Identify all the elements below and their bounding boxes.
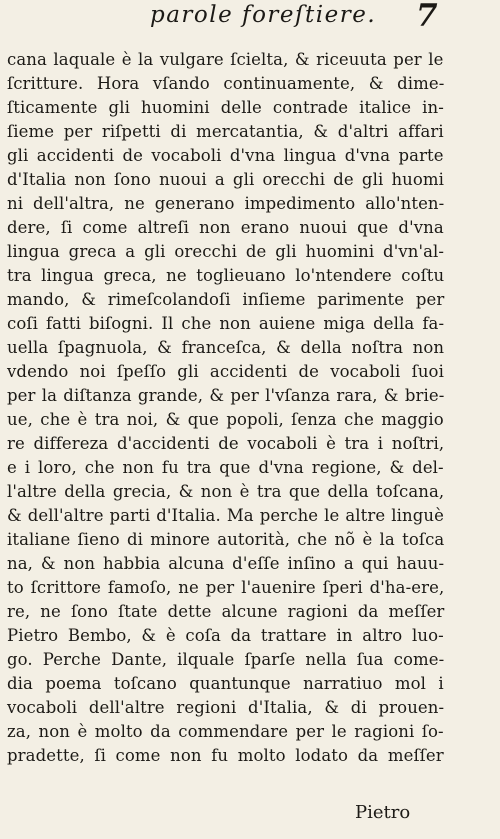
- text-line-10: tra lingua greca, ne toglieuano lo'ntendere coſtu: [7, 266, 445, 285]
- text-line-19: l'altre della grecia, & non è tra que della toſcana,: [7, 482, 445, 501]
- text-line-7: ni dell'altra, ne generano impedimento allo'nten-: [7, 194, 445, 213]
- text-line-24: re, ne ſono ſtate dette alcune ragioni da meſſer: [7, 602, 445, 621]
- text-line-27: dia poema toſcano quantunque narratiuo mol i: [7, 674, 444, 693]
- text-line-14: vdendo noi ſpeſſo gli accidenti de vocaboli ſuoi: [7, 362, 444, 381]
- text-line-5: gli accidenti de vocaboli d'vna lingua d'vna parte: [7, 146, 444, 165]
- text-line-2: ſcritture. Hora vſando continuamente, & dime-: [7, 74, 445, 93]
- text-line-11: mando, & rimeſcolandoſi inſieme parimente per: [7, 290, 445, 309]
- text-line-6: d'Italia non ſono nuoui a gli orecchi de gli huomi: [7, 170, 445, 189]
- text-block: [7, 48, 444, 770]
- text-line-3: ſticamente gli huomini delle contrade italice in-: [7, 98, 444, 117]
- text-line-25: Pietro Bembo, & è coſa da trattare in altro luo-: [7, 626, 444, 645]
- text-line-1: cana laquale è la vulgare ſcielta, & riceuuta per le: [7, 50, 444, 69]
- text-line-9: lingua greca a gli orecchi de gli huomini d'vn'al-: [7, 242, 445, 261]
- text-line-20: & dell'altre parti d'Italia. Ma perche le altre linguè: [7, 506, 444, 525]
- text-line-17: re differeza d'accidenti de vocaboli è tra i noſtri,: [7, 434, 445, 453]
- text-line-22: na, & non habbia alcuna d'eſſe inſino a qui hauu-: [7, 554, 445, 573]
- page-header: [0, 0, 500, 44]
- text-line-21: italiane ſieno di minore autorità, che nõ è la toſca: [7, 530, 445, 549]
- text-line-18: e i loro, che non fu tra que d'vna regione, & del-: [7, 458, 444, 477]
- text-line-28: vocaboli dell'altre regioni d'Italia, & di prouen-: [7, 698, 445, 717]
- running-title: parole foreſtiere.: [150, 2, 377, 28]
- text-line-26: go. Perche Dante, ilquale ſparſe nella ſua come-: [7, 650, 445, 669]
- text-line-8: dere, ſi come altreſi non erano nuoui que d'vna: [7, 218, 444, 237]
- text-line-23: to ſcrittore famoſo, ne per l'auenire ſperi d'ha-ere,: [7, 578, 445, 597]
- page-number: 7: [416, 0, 438, 34]
- text-line-16: ue, che è tra noi, & que popoli, ſenza che maggio: [7, 410, 444, 429]
- text-line-4: ſieme per riſpetti di mercatantia, & d'altri affari: [7, 122, 444, 141]
- catchword: Pietro: [355, 802, 411, 823]
- text-line-13: uella ſpagnuola, & franceſca, & della noſtra non: [7, 338, 445, 357]
- text-line-15: per la diſtanza grande, & per l'vſanza rara, & brie-: [7, 386, 445, 405]
- text-line-12: coſi fatti biſogni. Il che non auiene miga della fa-: [7, 314, 445, 333]
- text-line-30: pradette, ſi come non fu molto lodato da meſſer: [7, 746, 444, 765]
- text-line-29: za, non è molto da commendare per le ragioni ſo-: [7, 722, 444, 741]
